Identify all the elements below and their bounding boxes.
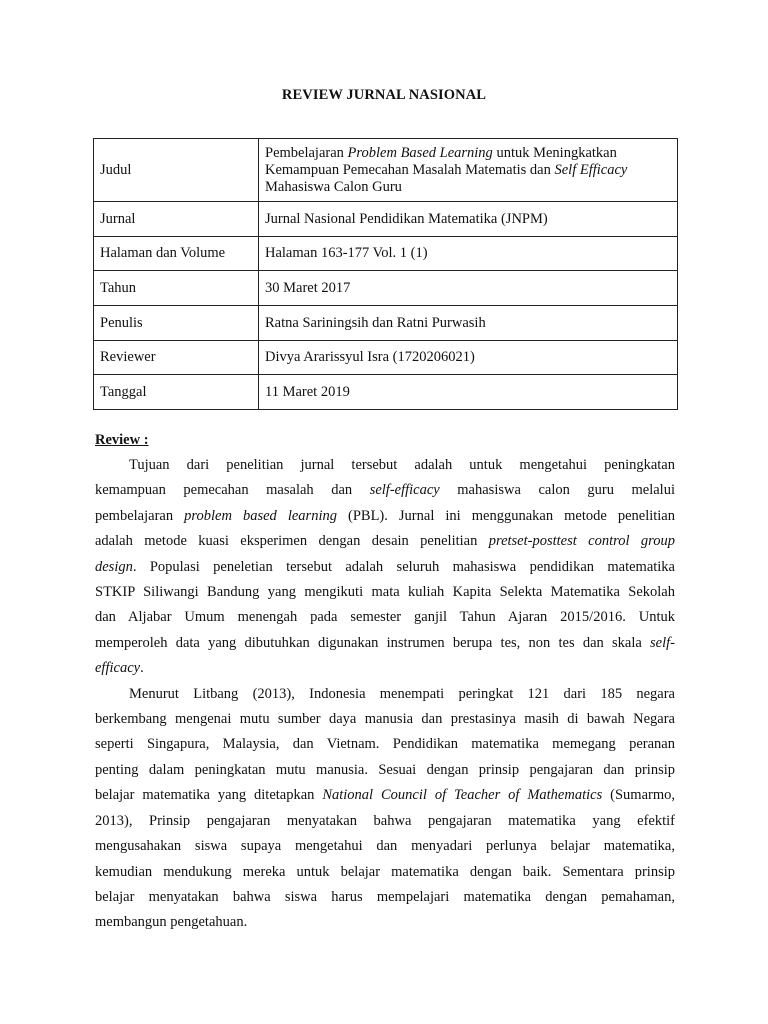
text-run: penting dalam peningkatan mutu manusia. Sesuai dengan prinsip pengajaran dan prinsip xyxy=(95,761,675,778)
text-run: kemampuan pemecahan masalah dan xyxy=(95,482,370,499)
text-run: 2013), Prinsip pengajaran menyatakan bahwa pengajaran matematika yang efektif xyxy=(95,812,675,829)
text-run: untuk Meningkatkan Kemampuan Pemecahan Masalah Matematis dan xyxy=(265,144,617,178)
text-line xyxy=(95,555,675,580)
journal-info-table xyxy=(93,138,678,410)
row-label-jurnal: Jurnal xyxy=(94,202,259,237)
italic-term: design xyxy=(95,558,133,575)
text-line xyxy=(95,605,675,630)
text-run: (PBL). Jurnal ini menggunakan metode penelitian xyxy=(336,507,675,524)
table-row xyxy=(94,202,678,237)
italic-term: self-efficacy xyxy=(369,482,440,499)
italic-term: problem based learning xyxy=(184,507,337,524)
document-title: REVIEW JURNAL NASIONAL xyxy=(281,87,487,103)
text-line xyxy=(95,682,675,707)
italic-term: efficacy xyxy=(95,660,141,677)
row-label-penulis: Penulis xyxy=(94,306,259,341)
text-run: mengusahakan siswa supaya mengetahui dan menyadari perlunya belajar matematika, xyxy=(95,838,675,855)
row-value-penulis: Ratna Sariningsih dan Ratni Purwasih xyxy=(259,306,678,341)
row-label-tahun: Tahun xyxy=(94,271,259,306)
text-line xyxy=(95,656,675,681)
text-run: berkembang mengenai mutu sumber daya manusia dan prestasinya masih di bawah Negara xyxy=(95,711,675,728)
table-row xyxy=(94,139,678,202)
text-run: Pembelajaran xyxy=(265,144,348,161)
text-run: pembelajaran xyxy=(95,507,185,524)
italic-term: self- xyxy=(650,634,675,651)
review-paragraph xyxy=(95,453,675,682)
text-line xyxy=(95,478,675,503)
text-line xyxy=(95,885,675,910)
text-line xyxy=(95,809,675,834)
italic-term: Self Efficacy xyxy=(554,161,628,178)
text-line xyxy=(95,580,675,605)
text-line xyxy=(95,860,675,885)
text-line xyxy=(95,910,675,935)
italic-term: pretset-posttest control group xyxy=(488,533,675,550)
text-line xyxy=(95,707,675,732)
text-run: . xyxy=(140,660,144,677)
text-run: kemudian mendukung mereka untuk belajar matematika dengan baik. Sementara prinsip xyxy=(95,863,675,880)
row-value-halaman: Halaman 163-177 Vol. 1 (1) xyxy=(259,237,678,271)
row-value-judul xyxy=(259,139,678,202)
text-run: Tujuan dari penelitian jurnal tersebut adalah untuk mengetahui peningkatan xyxy=(129,457,675,473)
text-run: seperti Singapura, Malaysia, dan Vietnam. Pendidikan matematika memegang peranan xyxy=(95,736,675,753)
text-line xyxy=(95,732,675,757)
text-run: adalah metode kuasi eksperimen dengan desain penelitian xyxy=(95,533,489,550)
row-label-halaman: Halaman dan Volume xyxy=(94,237,259,271)
row-label-judul: Judul xyxy=(94,139,259,202)
row-label-reviewer: Reviewer xyxy=(94,341,259,375)
text-line xyxy=(95,504,675,529)
review-heading: Review : xyxy=(95,432,149,448)
text-line xyxy=(95,783,675,808)
text-run: Menurut Litbang (2013), Indonesia menempati peringkat 121 dari 185 negara xyxy=(129,685,675,702)
text-run: dan Aljabar Umum menengah pada semester ganjil Tahun Ajaran 2015/2016. Untuk xyxy=(95,609,675,626)
text-run: memperoleh data yang dibutuhkan digunakan instrumen berupa tes, non tes dan skala xyxy=(95,634,651,651)
text-run: Mahasiswa Calon Guru xyxy=(265,178,402,195)
row-value-reviewer: Divya Ararissyul Isra (1720206021) xyxy=(259,341,678,375)
review-paragraph xyxy=(95,682,675,936)
text-run: STKIP Siliwangi Bandung yang mengikuti mata kuliah Kapita Selekta Matematika Sekolah xyxy=(95,584,675,601)
table-row xyxy=(94,306,678,341)
text-run: . Populasi peneletian tersebut adalah seluruh mahasiswa pendidikan matematika xyxy=(132,558,675,575)
text-run: membangun pengetahuan. xyxy=(95,914,248,931)
text-line xyxy=(95,758,675,783)
text-run: belajar matematika yang ditetapkan xyxy=(95,787,323,804)
text-run: (Sumarmo, xyxy=(602,787,675,804)
text-line xyxy=(95,834,675,859)
table-row xyxy=(94,237,678,271)
text-line xyxy=(95,453,675,478)
table-row xyxy=(94,271,678,306)
table-row xyxy=(94,341,678,375)
text-run: belajar menyatakan bahwa siswa harus mempelajari matematika dengan pemahaman, xyxy=(95,888,675,905)
row-value-tanggal: 11 Maret 2019 xyxy=(259,375,678,410)
text-line xyxy=(95,631,675,656)
row-value-tahun: 30 Maret 2017 xyxy=(259,271,678,306)
text-line xyxy=(95,529,675,554)
row-label-tanggal: Tanggal xyxy=(94,375,259,410)
table-row xyxy=(94,375,678,410)
row-value-jurnal: Jurnal Nasional Pendidikan Matematika (JNPM) xyxy=(259,202,678,237)
text-run: mahasiswa calon guru melalui xyxy=(439,482,675,499)
italic-term: National Council of Teacher of Mathematics xyxy=(322,787,603,804)
review-body xyxy=(95,453,675,936)
italic-term: Problem Based Learning xyxy=(347,144,493,161)
